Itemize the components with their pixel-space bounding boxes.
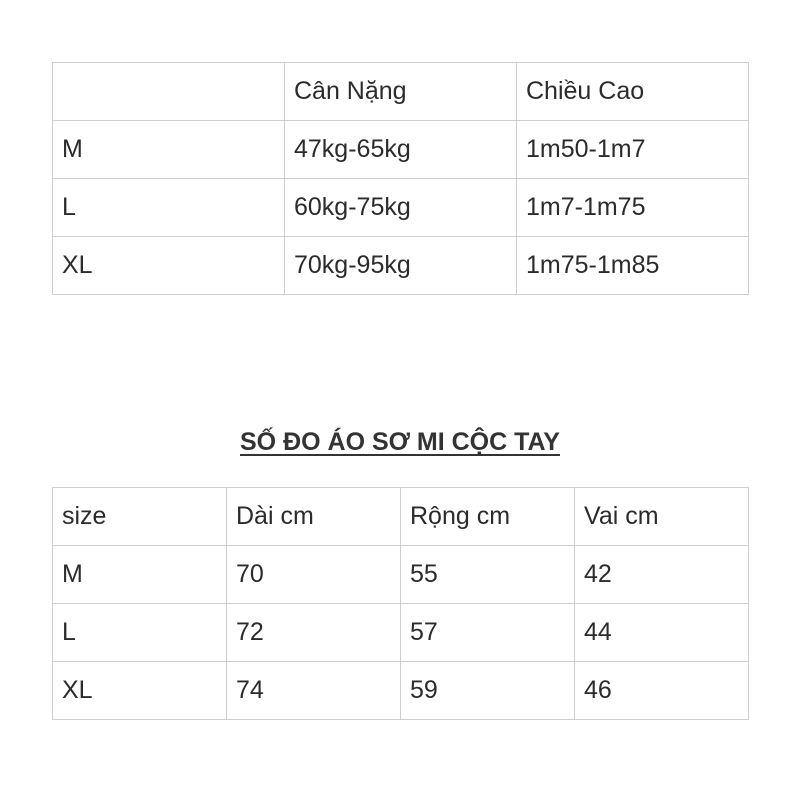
size-cell: M [53, 121, 285, 179]
size-cell: L [53, 604, 227, 662]
table-row [53, 179, 749, 237]
table-header-row [53, 488, 749, 546]
size-cell: XL [53, 237, 285, 295]
size-cell: M [53, 546, 227, 604]
header-cell-height: Chiều Cao [517, 63, 749, 121]
length-cell: 72 [227, 604, 401, 662]
table-row [53, 662, 749, 720]
weight-cell: 70kg-95kg [285, 237, 517, 295]
length-cell: 74 [227, 662, 401, 720]
width-cell: 59 [401, 662, 575, 720]
weight-cell: 47kg-65kg [285, 121, 517, 179]
table-row [53, 546, 749, 604]
measurement-title: SỐ ĐO ÁO SƠ MI CỘC TAY [240, 428, 560, 456]
shoulder-cell: 46 [575, 662, 749, 720]
header-cell-weight: Cân Nặng [285, 63, 517, 121]
size-guide-table [52, 62, 749, 295]
size-cell: L [53, 179, 285, 237]
shoulder-cell: 42 [575, 546, 749, 604]
height-cell: 1m7-1m75 [517, 179, 749, 237]
shoulder-cell: 44 [575, 604, 749, 662]
table-header-row [53, 63, 749, 121]
table-row [53, 604, 749, 662]
height-cell: 1m50-1m7 [517, 121, 749, 179]
length-cell: 70 [227, 546, 401, 604]
width-cell: 57 [401, 604, 575, 662]
header-cell-width: Rộng cm [401, 488, 575, 546]
width-cell: 55 [401, 546, 575, 604]
header-cell-length: Dài cm [227, 488, 401, 546]
header-cell-shoulder: Vai cm [575, 488, 749, 546]
table-row [53, 121, 749, 179]
size-cell: XL [53, 662, 227, 720]
header-cell-empty [53, 63, 285, 121]
table-row [53, 237, 749, 295]
weight-cell: 60kg-75kg [285, 179, 517, 237]
header-cell-size: size [53, 488, 227, 546]
height-cell: 1m75-1m85 [517, 237, 749, 295]
measurement-table [52, 487, 749, 720]
